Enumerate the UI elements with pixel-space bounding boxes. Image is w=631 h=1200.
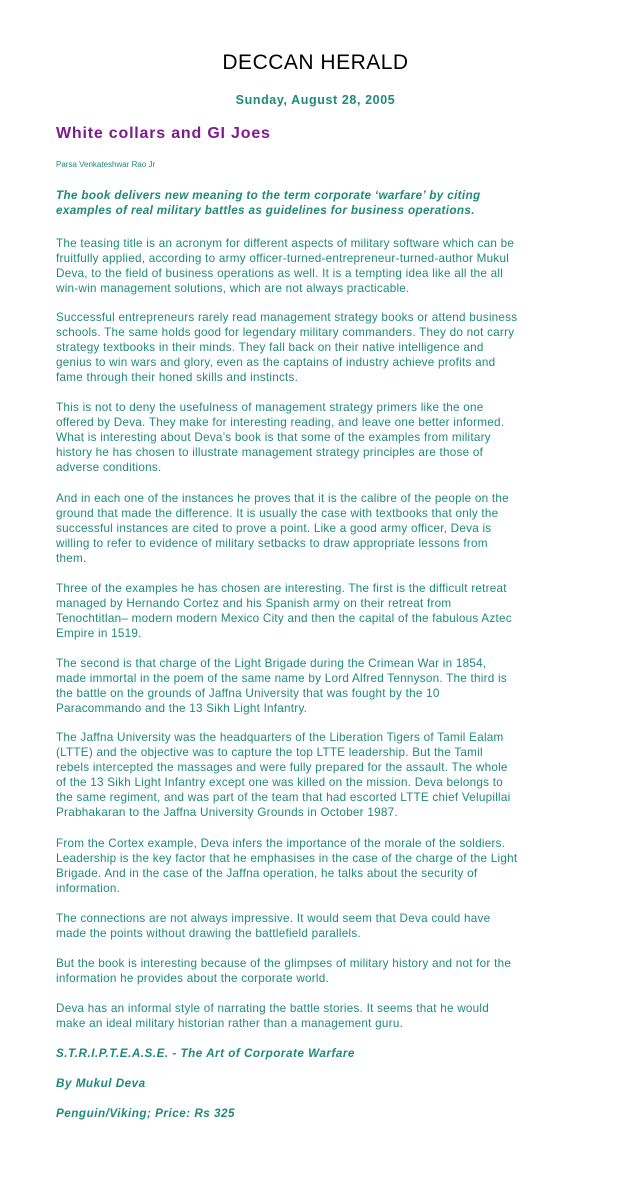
text-line: What is interesting about Deva’s book is that some of the examples from military [56,431,491,444]
text-line: Brigade. And in the case of the Jaffna operation, he talks about the security of [56,867,478,880]
book-author: By Mukul Deva [56,1077,146,1090]
text-line: of the 13 Sikh Light Infantry except one was killed on the mission. Deva belongs to [56,776,503,789]
text-line: Paracommando and the 13 Sikh Light Infantry. [56,702,308,715]
text-line: the battle on the grounds of Jaffna University that was fought by the 10 [56,687,440,700]
text-line: But the book is interesting because of the glimpses of military history and not for the [56,957,512,970]
paragraph-1 [56,236,592,296]
text-line: successful instances are cited to prove a point. Like a good army officer, Deva is [56,522,492,535]
blurb-line: The book delivers new meaning to the term corporate ‘warfare’ by citing [56,189,481,202]
paragraph-7 [56,730,592,820]
text-line: The teasing title is an acronym for different aspects of military software which can be [56,237,515,250]
text-line: information he provides about the corporate world. [56,972,330,985]
text-line: The second is that charge of the Light Brigade during the Crimean War in 1854, [56,657,487,670]
paragraph-8 [56,836,592,896]
text-line: fame through their honed skills and instincts. [56,371,299,384]
book-publisher-price: Penguin/Viking; Price: Rs 325 [56,1107,236,1120]
byline: Parsa Venkateshwar Rao Jr [56,160,156,169]
paragraph-9 [56,911,592,941]
text-line: genius to win wars and glory, even as the captains of industry achieve profits and [56,356,496,369]
text-line: history he has chosen to illustrate management strategy principles are those of [56,446,484,459]
text-line: Deva has an informal style of narrating the battle stories. It seems that he would [56,1002,490,1015]
text-line: managed by Hernando Cortez and his Spanish army on their retreat from [56,597,452,610]
paragraph-11 [56,1001,592,1031]
text-line: Deva, to the field of business operations as well. It is a tempting idea like all the all [56,267,504,280]
text-line: strategy textbooks in their minds. They fall back on their native intelligence and [56,341,484,354]
text-line: willing to refer to evidence of military setbacks to draw appropriate lessons from [56,537,488,550]
text-line: Three of the examples he has chosen are interesting. The first is the difficult retreat [56,582,507,595]
text-line: fruitfully applied, according to army officer-turned-entrepreneur-turned-author Mukul [56,252,510,265]
book-title: S.T.R.I.P.T.E.A.S.E. - The Art of Corporate Warfare [56,1047,355,1060]
blurb [56,188,592,218]
text-line: The Jaffna University was the headquarters of the Liberation Tigers of Tamil Ealam [56,731,504,744]
text-line: adverse conditions. [56,461,162,474]
paragraph-4 [56,491,592,566]
text-line: schools. The same holds good for legendary military commanders. They do not carry [56,326,515,339]
text-line: offered by Deva. They make for interesting reading, and leave one better informed. [56,416,505,429]
text-line: (LTTE) and the objective was to capture the top LTTE leadership. But the Tamil [56,746,483,759]
masthead: DECCAN HERALD [222,51,409,74]
text-line: make an ideal military historian rather than a management guru. [56,1017,404,1030]
text-line: made immortal in the poem of the same name by Lord Alfred Tennyson. The third is [56,672,507,685]
paragraph-10 [56,956,592,986]
text-line: The connections are not always impressive. It would seem that Deva could have [56,912,491,925]
text-line: Tenochtitlan– modern modern Mexico City and then the capital of the fabulous Aztec [56,612,512,625]
text-line: Leadership is the key factor that he emphasises in the case of the charge of the Light [56,852,518,865]
text-line: And in each one of the instances he proves that it is the calibre of the people on the [56,492,509,505]
text-line: information. [56,882,121,895]
text-line: From the Cortex example, Deva infers the importance of the morale of the soldiers. [56,837,506,850]
text-line: win-win management solutions, which are not always practicable. [56,282,410,295]
text-line: them. [56,552,87,565]
paragraph-3 [56,400,592,475]
text-line: Prabhakaran to the Jaffna University Grounds in October 1987. [56,806,398,819]
publication-date: Sunday, August 28, 2005 [235,93,396,107]
blurb-line: examples of real military battles as guidelines for business operations. [56,204,475,217]
paragraph-2 [56,310,592,385]
text-line: Successful entrepreneurs rarely read management strategy books or attend business [56,311,518,324]
text-line: Empire in 1519. [56,627,142,640]
paragraph-6 [56,656,592,716]
text-line: ground that made the difference. It is usually the case with textbooks that only the [56,507,499,520]
text-line: made the points without drawing the battlefield parallels. [56,927,361,940]
text-line: the same regiment, and was part of the team that had escorted LTTE chief Velupillai [56,791,511,804]
text-line: rebels intercepted the massages and were fully prepared for the assault. The whole [56,761,508,774]
paragraph-5 [56,581,592,641]
text-line: This is not to deny the usefulness of management strategy primers like the one [56,401,484,414]
headline: White collars and GI Joes [56,125,271,142]
